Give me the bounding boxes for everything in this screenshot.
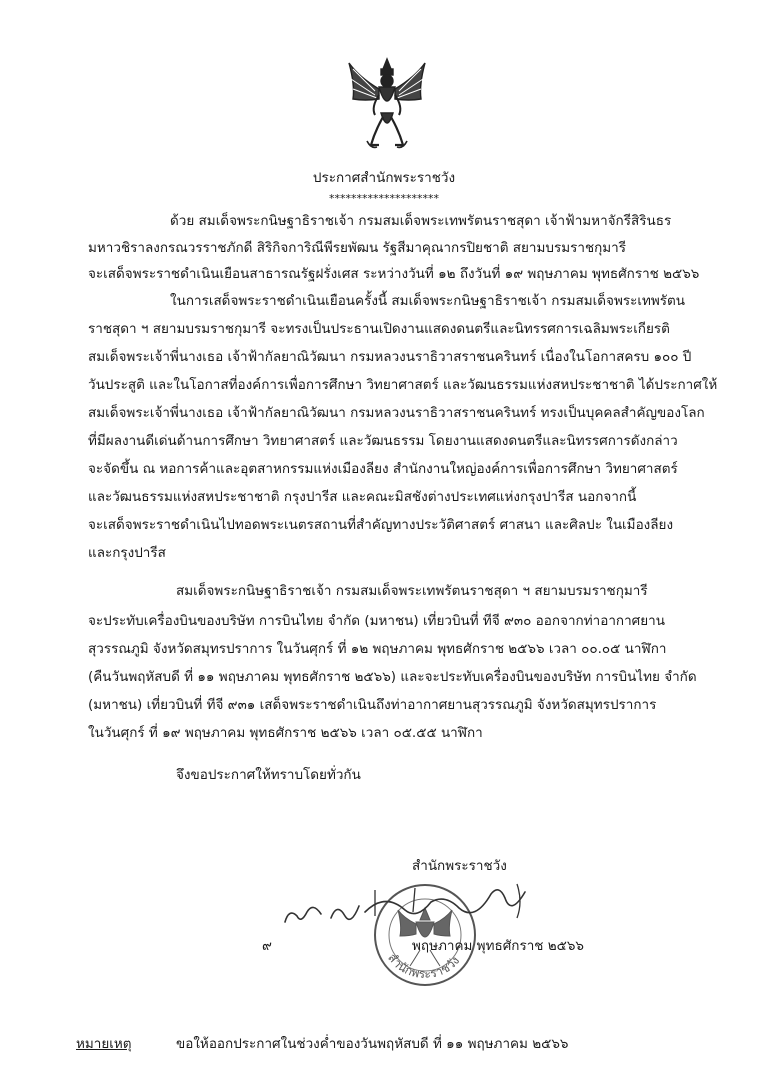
body-line: จะจัดขึ้น ณ หอการค้าและอุตสาหกรรมแห่งเมืองลียง สำนักงานใหญ่องค์การเพื่อการศึกษา วิทยาศาสตร์ <box>88 461 678 477</box>
body-line: สมเด็จพระกนิษฐาธิราชเจ้า กรมสมเด็จพระเทพรัตนราชสุดา ฯ สยามบรมราชกุมารี <box>176 583 648 599</box>
body-line: ด้วย สมเด็จพระกนิษฐาธิราชเจ้า กรมสมเด็จพระเทพรัตนราชสุดา เจ้าฟ้ามหาจักรีสิรินธร <box>170 213 672 229</box>
handwritten-signature <box>255 872 555 942</box>
body-line: ในวันศุกร์ ที่ ๑๙ พฤษภาคม พุทธศักราช ๒๕๖๖ เวลา ๐๕.๕๕ นาฬิกา <box>88 725 483 741</box>
body-line: จะเสด็จพระราชดำเนินไปทอดพระเนตรสถานที่สำคัญทางประวัติศาสตร์ ศาสนา และศิลปะ ในเมืองลียง <box>88 517 674 533</box>
body-line: สมเด็จพระเจ้าพี่นางเธอ เจ้าฟ้ากัลยาณิวัฒนา กรมหลวงนราธิวาสราชนครินทร์ ทรงเป็นบุคคลสำคัญของโลก <box>88 405 705 421</box>
body-line: สมเด็จพระเจ้าพี่นางเธอ เจ้าฟ้ากัลยาณิวัฒนา กรมหลวงนราธิวาสราชนครินทร์ เนื่องในโอกาสครบ ๑๐๐ ปี <box>88 349 692 365</box>
body-line: สุวรรณภูมิ จังหวัดสมุทรปราการ ในวันศุกร์ ที่ ๑๒ พฤษภาคม พุทธศักราช ๒๕๖๖ เวลา ๐๐.๐๕ นาฬิกา <box>88 641 667 657</box>
body-line: ในการเสด็จพระราชดำเนินเยือนครั้งนี้ สมเด็จพระกนิษฐาธิราชเจ้า กรมสมเด็จพระเทพรัตน <box>170 293 686 309</box>
body-line: และวัฒนธรรมแห่งสหประชาชาติ กรุงปารีส และคณะมิสชังต่างประเทศแห่งกรุงปารีส นอกจากนี้ <box>88 489 637 505</box>
body-line: จะเสด็จพระราชดำเนินเยือนสาธารณรัฐฝรั่งเศส ระหว่างวันที่ ๑๒ ถึงวันที่ ๑๙ พฤษภาคม พุทธศักราช ๒๕๖๖ <box>88 266 700 282</box>
note-text: ขอให้ออกประกาศในช่วงค่ำของวันพฤหัสบดี ที่ ๑๑ พฤษภาคม ๒๕๖๖ <box>176 1036 569 1052</box>
announcement-title: ประกาศสำนักพระราชวัง <box>312 170 456 186</box>
signed-month-year: พฤษภาคม พุทธศักราช ๒๕๖๖ <box>412 938 584 954</box>
signed-day: ๙ <box>262 938 272 954</box>
body-line: (มหาชน) เที่ยวบินที่ ทีจี ๙๓๑ เสด็จพระราชดำเนินถึงท่าอากาศยานสุวรรณภูมิ จังหวัดสมุทรปราการ <box>88 697 657 713</box>
body-line: ที่มีผลงานดีเด่นด้านการศึกษา วิทยาศาสตร์ และวัฒนธรรม โดยงานแสดงดนตรีและนิทรรศการดังกล่าว <box>88 433 678 449</box>
issuing-office: สำนักพระราชวัง <box>412 858 507 874</box>
title-separator: ******************** <box>329 192 439 205</box>
closing-sentence: จึงขอประกาศให้ทราบโดยทั่วกัน <box>176 767 361 783</box>
body-line: วันประสูติ และในโอกาสที่องค์การเพื่อการศึกษา วิทยาศาสตร์ และวัฒนธรรมแห่งสหประชาชาติ ได้ประกาศให้ <box>88 377 718 393</box>
body-line: จะประทับเครื่องบินของบริษัท การบินไทย จำกัด (มหาชน) เที่ยวบินที่ ทีจี ๙๓๐ ออกจากท่าอากาศยาน <box>88 613 665 629</box>
garuda-emblem-icon <box>345 55 429 151</box>
body-line: ราชสุดา ฯ สยามบรมราชกุมารี จะทรงเป็นประธานเปิดงานแสดงดนตรีและนิทรรศการเฉลิมพระเกียรติ <box>88 321 670 337</box>
seal-text: สำนักพระราชวัง <box>385 950 463 982</box>
note-label: หมายเหตุ <box>76 1036 132 1052</box>
body-line: (คืนวันพฤหัสบดี ที่ ๑๑ พฤษภาคม พุทธศักราช ๒๕๖๖) และจะประทับเครื่องบินของบริษัท การบินไทย จำกัด <box>88 669 697 685</box>
body-line: มหาวชิราลงกรณวรราชภักดี สิริกิจการิณีพีรยพัฒน รัฐสีมาคุณากรปิยชาติ สยามบรมราชกุมารี <box>88 240 627 256</box>
body-line: และกรุงปารีส <box>88 545 166 561</box>
